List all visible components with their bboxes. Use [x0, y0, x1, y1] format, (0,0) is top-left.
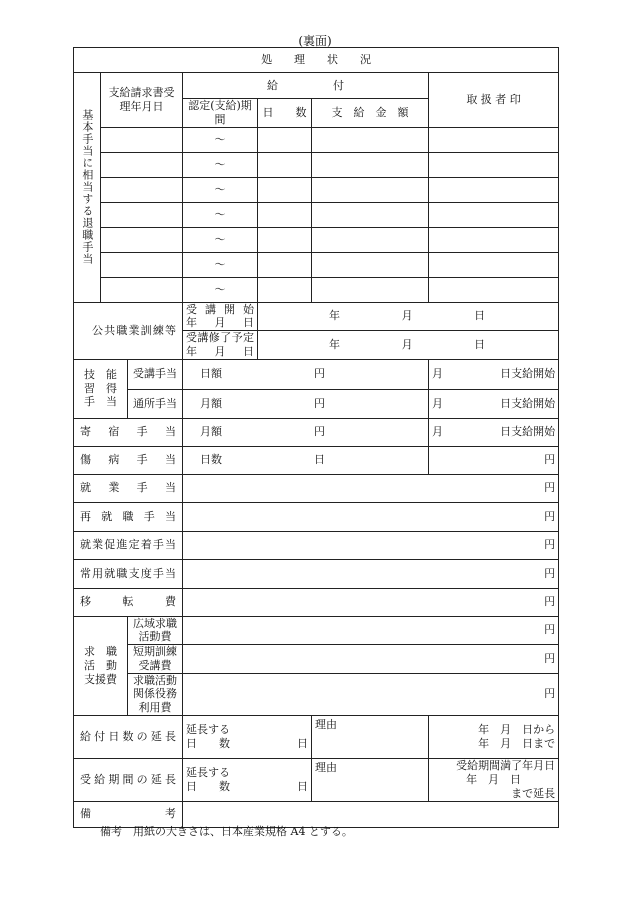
days-cell[interactable] — [258, 152, 312, 177]
employment-allowance-cell[interactable]: 円 — [183, 474, 559, 502]
receipt-date-cell[interactable] — [101, 127, 183, 152]
reemployment-allowance-cell[interactable]: 円 — [183, 502, 559, 531]
days-header: 日 数 — [258, 99, 312, 128]
wide-area-search-cell[interactable]: 円 — [183, 616, 559, 645]
period-cell[interactable]: 〜 — [183, 152, 258, 177]
short-training-cell[interactable]: 円 — [183, 645, 559, 674]
commute-allowance-start[interactable]: 月 日支給開始 — [429, 389, 559, 418]
tuition-allowance-start[interactable]: 月 日支給開始 — [429, 359, 559, 389]
seal-cell[interactable] — [429, 202, 559, 227]
receipt-date-header: 支給請求書受理年月日 — [101, 73, 183, 128]
relocation-cost-label: 移 転 費 — [74, 588, 183, 616]
period-cell[interactable]: 〜 — [183, 177, 258, 202]
employment-allowance-label: 就 業 手 当 — [74, 474, 183, 502]
benefit-header: 給 付 — [183, 73, 429, 99]
days-cell[interactable] — [258, 202, 312, 227]
sickness-days-cell[interactable]: 日数 日 — [183, 446, 429, 474]
receipt-period-extension-cell[interactable]: 延長する 日 数 日 — [183, 758, 312, 801]
settlement-allowance-label: 就業促進定着手当 — [74, 531, 183, 559]
period-header: 認定(支給)期間 — [183, 99, 258, 128]
commute-allowance-cell[interactable]: 月額 円 — [183, 389, 429, 418]
period-cell[interactable]: 〜 — [183, 252, 258, 277]
page-caption: (裏面) — [298, 34, 332, 48]
training-end-date[interactable]: 年 月 日 — [258, 331, 559, 360]
basic-allowance-label: 基本手当に相当する退職手当 — [74, 73, 101, 303]
table-header: 処 理 状 況 — [74, 48, 559, 73]
short-training-label: 短期訓練受講費 — [128, 645, 183, 674]
training-end-label: 受講修了予定年月日 — [183, 331, 258, 360]
amount-cell[interactable] — [312, 252, 429, 277]
days-cell[interactable] — [258, 177, 312, 202]
days-cell[interactable] — [258, 252, 312, 277]
receipt-date-cell[interactable] — [101, 227, 183, 252]
training-start-label: 受 講 開 始 年 月 日 — [183, 302, 258, 331]
boarding-allowance-cell[interactable]: 月額 円 — [183, 418, 429, 446]
reemployment-allowance-label: 再 就 職 手 当 — [74, 502, 183, 531]
basic-row — [74, 177, 559, 202]
sickness-amount-cell[interactable]: 円 — [429, 446, 559, 474]
seal-cell[interactable] — [429, 177, 559, 202]
period-cell[interactable]: 〜 — [183, 277, 258, 302]
sickness-allowance-label: 傷 病 手 当 — [74, 446, 183, 474]
receipt-period-reason-cell[interactable]: 理由 — [312, 758, 429, 801]
basic-row — [74, 202, 559, 227]
period-cell[interactable]: 〜 — [183, 202, 258, 227]
relocation-cost-cell[interactable]: 円 — [183, 588, 559, 616]
receipt-period-date-cell[interactable]: 受給期間満了年月日 年 月 日 まで延長 — [429, 758, 559, 801]
period-cell[interactable]: 〜 — [183, 227, 258, 252]
seal-cell[interactable] — [429, 227, 559, 252]
amount-cell[interactable] — [312, 127, 429, 152]
amount-cell[interactable] — [312, 227, 429, 252]
receipt-date-cell[interactable] — [101, 252, 183, 277]
basic-row — [74, 277, 559, 302]
days-cell[interactable] — [258, 277, 312, 302]
amount-cell[interactable] — [312, 202, 429, 227]
benefit-days-extension-label: 給付日数の延長 — [74, 715, 183, 758]
public-training-label: 公共職業訓練等 — [74, 302, 183, 359]
boarding-allowance-label: 寄 宿 手 当 — [74, 418, 183, 446]
days-cell[interactable] — [258, 227, 312, 252]
handler-seal-header: 取 扱 者 印 — [429, 73, 559, 128]
processing-status-table — [73, 47, 559, 828]
service-fee-label: 求職活動関係役務利用費 — [128, 673, 183, 715]
amount-cell[interactable] — [312, 177, 429, 202]
preparation-allowance-label: 常用就職支度手当 — [74, 559, 183, 588]
basic-row — [74, 127, 559, 152]
amount-cell[interactable] — [312, 152, 429, 177]
receipt-date-cell[interactable] — [101, 177, 183, 202]
wide-area-search-label: 広域求職活動費 — [128, 616, 183, 645]
settlement-allowance-cell[interactable]: 円 — [183, 531, 559, 559]
receipt-date-cell[interactable] — [101, 277, 183, 302]
period-cell[interactable]: 〜 — [183, 127, 258, 152]
remarks-label: 備 考 — [74, 801, 183, 827]
seal-cell[interactable] — [429, 152, 559, 177]
skill-allowance-label: 技 能 習 得 手 当 — [74, 359, 128, 418]
basic-row — [74, 252, 559, 277]
receipt-date-cell[interactable] — [101, 202, 183, 227]
seal-cell[interactable] — [429, 277, 559, 302]
preparation-allowance-cell[interactable]: 円 — [183, 559, 559, 588]
benefit-days-extension-cell[interactable]: 延長する 日 数 日 — [183, 715, 312, 758]
tuition-allowance-label: 受講手当 — [128, 359, 183, 389]
commute-allowance-label: 通所手当 — [128, 389, 183, 418]
benefit-days-period-cell[interactable]: 年 月 日から 年 月 日まで — [429, 715, 559, 758]
job-search-support-label: 求 職 活 動 支援費 — [74, 616, 128, 715]
training-start-date[interactable]: 年 月 日 — [258, 302, 559, 331]
benefit-days-reason-cell[interactable]: 理由 — [312, 715, 429, 758]
amount-header: 支 給 金 額 — [312, 99, 429, 128]
basic-row — [74, 227, 559, 252]
service-fee-cell[interactable]: 円 — [183, 673, 559, 715]
tuition-allowance-cell[interactable]: 日額 円 — [183, 359, 429, 389]
basic-row — [74, 152, 559, 177]
receipt-date-cell[interactable] — [101, 152, 183, 177]
footnote: 備考 用紙の大きさは、日本産業規格 A4 とする。 — [100, 825, 353, 838]
amount-cell[interactable] — [312, 277, 429, 302]
receipt-period-extension-label: 受給期間の延長 — [74, 758, 183, 801]
boarding-allowance-start[interactable]: 月 日支給開始 — [429, 418, 559, 446]
days-cell[interactable] — [258, 127, 312, 152]
seal-cell[interactable] — [429, 252, 559, 277]
seal-cell[interactable] — [429, 127, 559, 152]
